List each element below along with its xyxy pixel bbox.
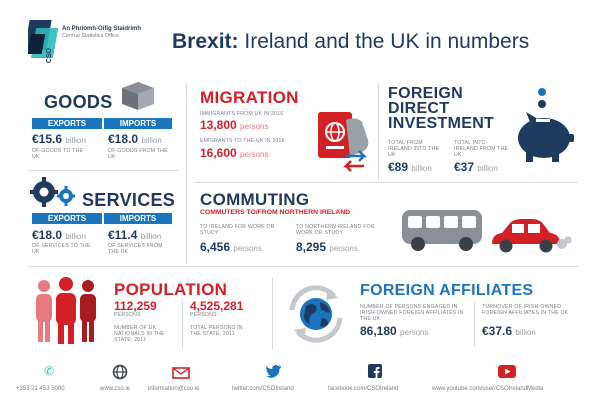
immigrants-value: 13,800 persons — [200, 118, 269, 132]
divider-population-affiliates — [272, 278, 273, 350]
to-ni-desc: TO NORTHERN IRELAND FOR WORK OR STUDY — [296, 224, 375, 236]
divider-middle-bottom — [28, 266, 578, 267]
to-ireland-desc: TO IRELAND FOR WORK OR STUDY — [200, 224, 275, 236]
commuting-heading: COMMUTING — [200, 190, 310, 209]
services-exports-desc: OF SERVICES TO THE UK — [32, 243, 91, 255]
divider-population — [182, 300, 183, 348]
email-icon — [172, 366, 190, 384]
uk-nationals-value: 112,259 — [114, 299, 157, 313]
youtube-icon — [498, 365, 516, 383]
total-persons-unit: PERSONS — [190, 312, 217, 318]
title-rest: Ireland and the UK in numbers — [238, 30, 530, 53]
twitter-icon — [266, 364, 282, 383]
services-heading: SERVICES — [82, 190, 176, 210]
to-ireland-value: 6,456 persons — [200, 240, 262, 254]
affiliates-turnover-desc: TURNOVER OF IRISH-OWNED FOREIGN AFFILIATES IN THE UK — [482, 304, 569, 316]
passport-icon — [312, 106, 376, 177]
web-icon — [112, 364, 128, 385]
immigrants-desc: IMMIGRANTS FROM UK IN 2016 — [200, 111, 284, 117]
services-imports-value: €11.4 billion — [108, 228, 162, 242]
population-heading: POPULATION — [114, 280, 228, 299]
divider-migration-fdi — [378, 84, 379, 180]
migration-heading: MIGRATION — [200, 88, 299, 107]
car-icon — [488, 216, 572, 261]
gears-icon — [30, 176, 82, 215]
globe-icon — [282, 280, 350, 353]
emigrants-value: 16,600 persons — [200, 146, 269, 160]
goods-heading: GOODS — [44, 92, 113, 112]
goods-exports-value: €15.6 billion — [32, 132, 86, 146]
fdi-heading-line3: INVESTMENT — [388, 115, 495, 132]
fdi-from-desc: TOTAL FROM IRELAND INTO THE UK — [388, 140, 440, 158]
divider-migration-commuting — [194, 182, 578, 183]
goods-imports-label: IMPORTS — [104, 118, 172, 129]
affiliates-persons-value: 86,180 persons — [360, 324, 429, 338]
to-ni-value: 8,295 persons — [296, 240, 358, 254]
footer-twitter-link[interactable]: twitter.com/CSOIreland — [232, 386, 294, 392]
uk-nationals-unit: PERSONS — [114, 312, 141, 318]
footer-email-link[interactable]: information@cso.ie — [148, 386, 200, 392]
services-imports-label: IMPORTS — [104, 213, 172, 224]
fdi-heading — [388, 86, 494, 131]
total-persons-desc: TOTAL PERSONS IN THE STATE, 2011 — [190, 325, 243, 337]
uk-nationals-desc: NUMBER OF UK NATIONALS IN THE STATE, 2011 — [114, 325, 165, 343]
page-title — [172, 30, 529, 54]
logo-name-irish: An Phríomh-Oifig Staidrimh — [62, 26, 141, 32]
affiliates-heading: FOREIGN AFFILIATES — [360, 282, 534, 299]
fdi-heading-line2: DIRECT — [388, 100, 450, 117]
footer-facebook-link[interactable]: facebook.com/CSOIreland — [328, 386, 399, 392]
services-imports-desc: OF SERVICES FROM THE UK — [108, 243, 163, 255]
total-persons-value: 4,525,281 — [190, 299, 244, 313]
fdi-heading-line1: FOREIGN — [388, 85, 463, 102]
piggy-bank-icon — [508, 86, 578, 171]
services-exports-value: €18.0 billion — [32, 228, 86, 242]
goods-imports-value: €18.0 billion — [108, 132, 162, 146]
title-prefix: Brexit: — [172, 30, 239, 53]
commuting-subheading: COMMUTERS TO/FROM NORTHERN IRELAND — [200, 209, 351, 216]
services-exports-label: EXPORTS — [32, 213, 102, 224]
goods-exports-desc: OF GOODS TO THE UK — [32, 148, 84, 160]
goods-exports-label: EXPORTS — [32, 118, 102, 129]
affiliates-persons-desc: NUMBER OF PERSONS ENGAGED IN IRISH-OWNED FOREIGN AFFILIATES IN THE UK — [360, 304, 464, 322]
people-icon — [30, 276, 102, 351]
footer-youtube-link[interactable]: www.youtube.com/user/CSOIrelandMedia — [432, 386, 544, 392]
footer-web-link[interactable]: www.cso.ie — [100, 386, 131, 392]
divider-affiliates — [474, 302, 475, 346]
fdi-into-value: €37 billion — [454, 160, 498, 174]
fdi-into-desc: TOTAL INTO IRELAND FROM THE UK — [454, 140, 509, 158]
cso-logo-mark: CSO — [46, 47, 54, 64]
phone-icon: ✆ — [44, 364, 55, 378]
logo-name-english: Central Statistics Office — [62, 33, 120, 39]
affiliates-turnover-value: €37.6 billion — [482, 324, 536, 338]
divider-left-column — [186, 84, 187, 264]
fdi-from-value: €89 billion — [388, 160, 432, 174]
bus-icon — [400, 206, 486, 259]
footer-phone: +353 21 453 5000 — [16, 386, 65, 392]
divider-goods-services — [28, 170, 178, 171]
box-icon — [118, 78, 158, 117]
facebook-icon — [368, 364, 382, 383]
emigrants-desc: EMIGRANTS TO THE UK IN 2016 — [200, 138, 285, 144]
goods-imports-desc: OF GOODS FROM THE UK — [108, 148, 168, 160]
